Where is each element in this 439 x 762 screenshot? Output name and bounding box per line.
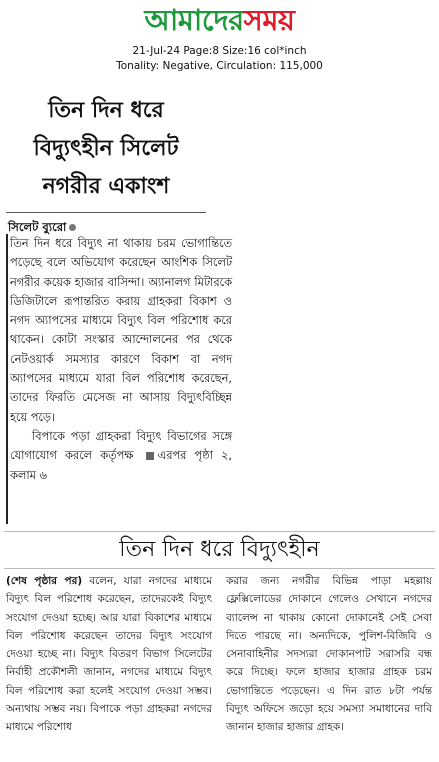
divider	[4, 568, 435, 569]
masthead	[0, 0, 439, 40]
logo-part2: সময়	[243, 3, 295, 37]
continued-from: (শেষ পৃষ্ঠার পর)	[6, 575, 83, 587]
headline-line: বিদ্যুৎহীন সিলেট	[33, 136, 179, 161]
headline-line: তিন দিন ধরে	[48, 98, 164, 123]
logo-part1: আমাদের	[144, 3, 244, 37]
article2-column-left	[6, 572, 212, 737]
article2-headline: তিন দিন ধরে বিদ্যুৎহীন	[119, 537, 320, 562]
column-text: বলেন, যারা নগদের মাধ্যমে বিদ্যুৎ বিল পরিশোধ করেছেন, তাদেরকেই বিদ্যুৎ সংযোগ দেওয়া হচ্ছে। আর যারা বিকাশের মাধ্যমে বিল পরিশোধ করেছেন তাদের বিদ্যুৎ সংযোগ দেওয়া হচ্ছে না। বিদ্যুৎ বিতরণ বিভাগ সিলেটের নির্বাহী প্রকৌশলী জানান, নগদের মাধ্যমে বিদ্যুৎ বিল পরিশোধ করা হলেই সংযোগ দেওয়া সম্ভব। অন্যথায় সম্ভব নয়। বিপাকে পড়া গ্রাহকরা নগদের মাধ্যমে পরিশোধ	[6, 575, 212, 734]
article1-paragraph: বিপাকে পড়া গ্রাহকরা বিদ্যুৎ বিভাগের সঙ্গে যোগাযোগ করলে কর্তৃপক্ষ এরপর পৃষ্ঠা ২, কলাম ৬	[10, 429, 232, 482]
bullet-icon	[69, 224, 76, 231]
article1-paragraph: তিন দিন ধরে বিদ্যুৎ না থাকায় চরম ভোগান্তিতে পড়েছে বলে অভিযোগ করেছেন আংশিক সিলেট নগরীর কয়েক হাজার বাসিন্দা। অ্যানালগ মিটারকে ডিজিটালে রূপান্তরিত করায় গ্রাহকরা বিকাশ ও নগদ অ্যাপসের মাধ্যমে বিদ্যুৎ বিল পরিশোধ করে থাকেন। কোটা সংস্কার আন্দোলনের পর থেকে নেটওয়ার্ক সমস্যার কারণে বিকাশ বা নগদ অ্যাপসের মাধ্যমে যারা বিল পরিশোধ করেছেন, তাদের ফিরতি মেসেজ না আসায় বিদ্যুৎবিচ্ছিন্ন হয়ে পড়ে।	[10, 237, 232, 424]
square-icon	[146, 452, 154, 460]
article2-column-right: করার জন্য নগরীর বিভিন্ন পাড়া মহল্লায় ফ্লেক্সিলোডের দোকানে গেলেও সেখানে নগদের ব্যালেন্স না থাকায় কোনো দোকানেই সেই সেবা দিতে পারছে না। অন্যদিকে, পুলিশ-বিজিবি ও সেনাবাহিনীর সদস্যরা দোকানপাট সরাসরি বন্ধ করে দিচ্ছে। ফলে হাজার হাজার গ্রাহক চরম ভোগান্তিতে পড়েছেন। এ দিন রাত ৮টা পর্যন্ত বিদ্যুৎ অফিসে জড়ো হয়ে সমস্যা সমাধানের দাবি জানান হাজার হাজার গ্রাহক।	[226, 575, 432, 734]
column-bar	[6, 234, 8, 524]
article1-body	[10, 234, 232, 485]
article1-headline	[6, 92, 236, 213]
newspaper-logo	[0, 0, 439, 40]
clip-meta-line2: Tonality: Negative, Circulation: 115,000	[116, 60, 323, 72]
continued-to: এরপর পৃষ্ঠা ২, কলাম ৬	[10, 449, 232, 482]
clip-meta-line1: 21-Jul-24 Page:8 Size:16 col*inch	[132, 45, 307, 57]
byline-text: সিলেট ব্যুরো	[8, 220, 67, 234]
headline-line: নগরীর একাংশ	[42, 174, 170, 199]
